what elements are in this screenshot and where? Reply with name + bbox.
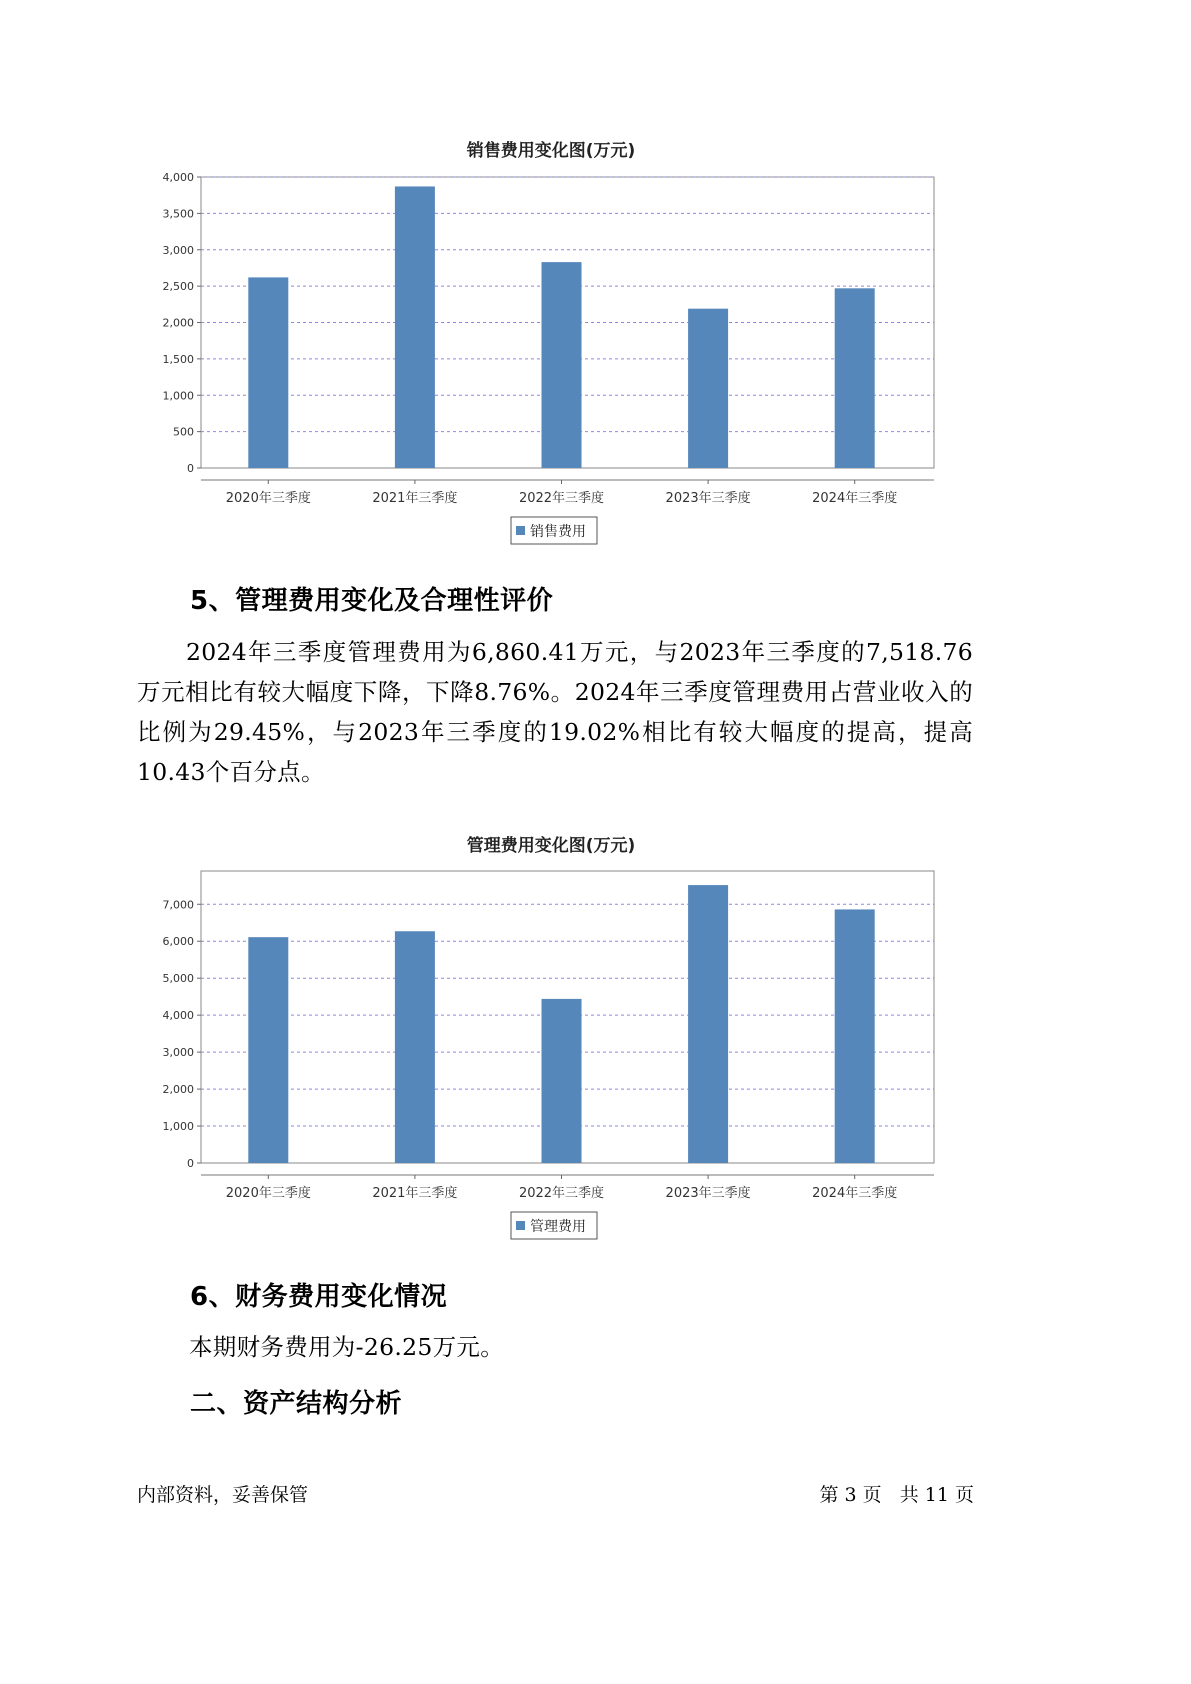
sales-legend-label: 销售费用 [530, 524, 586, 540]
sales-y-tick-label: 3,500 [162, 207, 194, 221]
sales-bar [248, 277, 288, 468]
sales-y-tick-label: 1,500 [162, 352, 194, 366]
sales-x-tick-label: 2021年三季度 [372, 491, 458, 506]
asset-structure-heading: 二、资产结构分析 [190, 1389, 403, 1419]
finance-expense-heading: 6、财务费用变化情况 [190, 1282, 448, 1312]
admin-x-tick-label: 2023年三季度 [665, 1186, 751, 1201]
sales-expense-chart-svg [0, 120, 1101, 550]
sales-bar [688, 309, 728, 468]
admin-x-tick-label: 2021年三季度 [372, 1186, 458, 1201]
sales-y-tick-label: 500 [173, 425, 194, 439]
sales-x-tick-label: 2022年三季度 [518, 491, 605, 506]
footer-page-number: 第 3 页 共 11 页 [819, 1484, 974, 1506]
admin-legend-label: 管理费用 [530, 1219, 586, 1235]
admin-y-tick-label: 6,000 [162, 935, 194, 949]
admin-expense-chart-svg [0, 815, 1101, 1245]
sales-legend-swatch [516, 526, 525, 535]
admin-y-tick-label: 2,000 [162, 1083, 194, 1097]
sales-bar [395, 186, 435, 468]
sales-bar [542, 262, 582, 468]
admin-y-tick-label: 1,000 [162, 1120, 194, 1134]
admin-expense-paragraph: 2024年三季度管理费用为6,860.41万元，与2023年三季度的7,518.76万元相比有较大幅度下降，下降8.76%。2024年三季度管理费用占营业收入的比例为29.45%，与2023年三季度的19.02%相比有较大幅度的提高，提高10.43个百分点。 [137, 638, 973, 786]
finance-expense-paragraph: 本期财务费用为-26.25万元。 [189, 1333, 505, 1361]
sales-y-tick-label: 1,000 [162, 389, 194, 403]
sales-x-tick-label: 2020年三季度 [225, 491, 311, 506]
admin-chart-title: 管理费用变化图(万元) [466, 836, 636, 856]
admin-x-tick-label: 2024年三季度 [812, 1186, 898, 1201]
admin-x-tick-label: 2022年三季度 [518, 1186, 605, 1201]
sales-bar [835, 288, 875, 468]
admin-y-tick-label: 4,000 [162, 1009, 194, 1023]
sales-x-tick-label: 2024年三季度 [812, 491, 898, 506]
admin-x-tick-label: 2020年三季度 [225, 1186, 311, 1201]
sales-y-tick-label: 4,000 [162, 171, 194, 184]
sales-y-tick-label: 2,000 [162, 316, 194, 330]
admin-legend-swatch [516, 1221, 525, 1230]
admin-bar [248, 937, 288, 1163]
sales-x-tick-label: 2023年三季度 [665, 491, 751, 506]
admin-y-tick-label: 5,000 [162, 972, 194, 986]
sales-expense-chart [0, 120, 1101, 550]
footer-confidential-note: 内部资料，妥善保管 [137, 1484, 309, 1506]
sales-y-tick-label: 0 [187, 462, 194, 475]
sales-chart-title: 销售费用变化图(万元) [466, 141, 636, 161]
admin-bar [395, 931, 435, 1163]
sales-y-tick-label: 3,000 [162, 243, 194, 257]
admin-y-tick-label: 3,000 [162, 1046, 194, 1060]
admin-bar [688, 885, 728, 1163]
sales-y-tick-label: 2,500 [162, 280, 194, 294]
admin-expense-chart [0, 815, 1101, 1245]
admin-bar [835, 909, 875, 1163]
admin-y-tick-label: 0 [187, 1157, 194, 1170]
admin-bar [542, 999, 582, 1163]
admin-y-tick-label: 7,000 [162, 898, 194, 912]
admin-expense-heading: 5、管理费用变化及合理性评价 [190, 586, 554, 616]
